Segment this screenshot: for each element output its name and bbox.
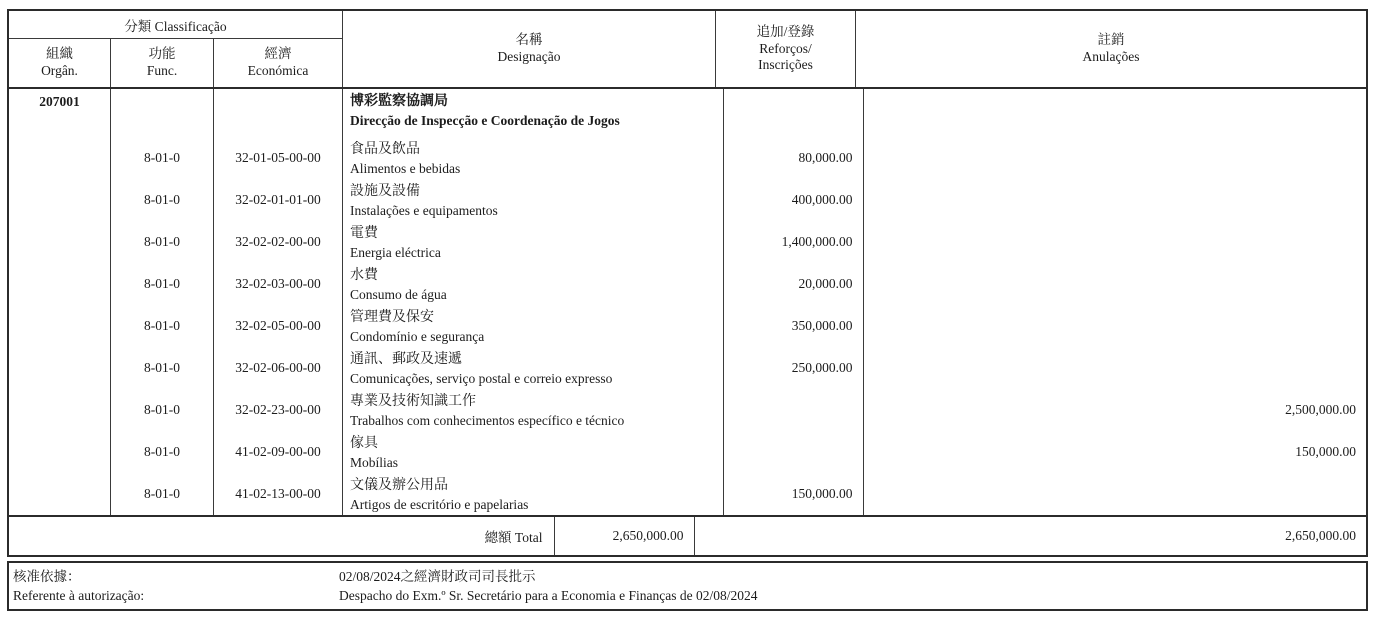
- designation-pt: Alimentos e bebidas: [350, 161, 461, 176]
- authorization-text: [339, 567, 1366, 609]
- table-row: [9, 179, 1366, 221]
- column-header-reinforcements: [716, 11, 856, 87]
- annulments-amount: [864, 347, 1367, 389]
- annulments-amount: 150,000.00: [1295, 444, 1356, 459]
- authorization-label-pt: Referente à autorização:: [13, 588, 145, 603]
- department-name: [343, 89, 724, 137]
- designation-zh: 通訊、郵政及速遞: [350, 352, 462, 367]
- table-row: [9, 137, 1366, 179]
- reinforcements-header-zh: 追加/登錄: [756, 23, 815, 39]
- functional-header-pt: Func.: [146, 63, 178, 78]
- annulments-amount: [864, 179, 1367, 221]
- total-label: 總額 Total: [9, 517, 555, 555]
- designation-cell: [343, 179, 724, 221]
- column-header-organic: [9, 39, 111, 87]
- functional-code: 8-01-0: [111, 221, 214, 263]
- economic-code: 32-02-06-00-00: [214, 347, 343, 389]
- table-row: [9, 221, 1366, 263]
- table-row: [9, 389, 1366, 431]
- economic-code: 32-02-01-01-00: [214, 179, 343, 221]
- empty-cell: [111, 89, 214, 137]
- designation-zh: 管理費及保安: [350, 310, 434, 325]
- authorization-footer: [7, 561, 1368, 611]
- designation-cell: [343, 137, 724, 179]
- column-header-annulments: [856, 11, 1366, 87]
- empty-cell: [724, 89, 864, 137]
- designation-cell: [343, 347, 724, 389]
- organic-header-zh: 組織: [46, 46, 73, 62]
- designation-cell: [343, 263, 724, 305]
- economic-header-pt: Económica: [247, 63, 309, 78]
- reinforcements-amount: [724, 389, 864, 431]
- reinforcements-amount: 150,000.00: [724, 473, 864, 515]
- designation-pt: Artigos de escritório e papelarias: [350, 497, 529, 512]
- column-header-economic: [214, 39, 342, 87]
- designation-pt: Comunicações, serviço postal e correio expresso: [350, 371, 613, 386]
- annulments-amount: [864, 263, 1367, 305]
- functional-header-zh: 功能: [148, 46, 176, 62]
- annulments-amount: [864, 221, 1367, 263]
- designation-cell: [343, 431, 724, 473]
- reinforcements-amount: 400,000.00: [724, 179, 864, 221]
- economic-code: 32-02-23-00-00: [214, 389, 343, 431]
- economic-code: 32-02-02-00-00: [214, 221, 343, 263]
- annulments-amount: [864, 305, 1367, 347]
- column-header-functional: [111, 39, 214, 87]
- functional-code: 8-01-0: [111, 473, 214, 515]
- economic-code: 32-01-05-00-00: [214, 137, 343, 179]
- functional-code: 8-01-0: [111, 305, 214, 347]
- reinforcements-amount: [724, 431, 864, 473]
- empty-cell: [864, 89, 1367, 137]
- reinforcements-amount: 250,000.00: [724, 347, 864, 389]
- economic-code: 32-02-05-00-00: [214, 305, 343, 347]
- budget-table: [7, 9, 1368, 557]
- designation-cell: [343, 389, 724, 431]
- reinforcements-header-pt2: Inscrições: [758, 57, 813, 73]
- annulments-amount: [864, 137, 1367, 179]
- table-row: [9, 263, 1366, 305]
- functional-code: 8-01-0: [111, 263, 214, 305]
- functional-code: 8-01-0: [111, 431, 214, 473]
- total-reinforcements: 2,650,000.00: [555, 517, 695, 555]
- classification-header-group: [9, 11, 343, 87]
- annulments-header-pt: Anulações: [1082, 49, 1140, 64]
- classification-subheaders: [9, 39, 342, 87]
- designation-zh: 食品及飲品: [350, 142, 420, 157]
- total-annulments: 2,650,000.00: [1285, 528, 1356, 543]
- functional-code: 8-01-0: [111, 179, 214, 221]
- department-name-zh: 博彩監察協調局: [350, 94, 448, 109]
- authorization-label: [9, 567, 339, 609]
- functional-code: 8-01-0: [111, 389, 214, 431]
- designation-pt: Trabalhos com conhecimentos específico e técnico: [350, 413, 625, 428]
- organic-header-pt: Orgân.: [41, 63, 78, 78]
- annulments-header-zh: 註銷: [1097, 32, 1125, 48]
- department-organic-code: 207001: [9, 89, 111, 137]
- empty-cell: [214, 89, 343, 137]
- economic-code: 41-02-09-00-00: [214, 431, 343, 473]
- reinforcements-amount: 350,000.00: [724, 305, 864, 347]
- authorization-text-pt: Despacho do Exm.º Sr. Secretário para a Economia e Finanças de 02/08/2024: [339, 588, 758, 603]
- reinforcements-header-pt1: Reforços/: [759, 40, 812, 56]
- designation-zh: 專業及技術知識工作: [350, 394, 476, 409]
- designation-pt: Mobílias: [350, 455, 399, 470]
- designation-zh: 設施及設備: [350, 184, 420, 199]
- economic-code: 32-02-03-00-00: [214, 263, 343, 305]
- table-row: [9, 431, 1366, 473]
- table-row: [9, 473, 1366, 515]
- authorization-label-zh: 核准依據：: [13, 569, 81, 584]
- reinforcements-amount: 1,400,000.00: [724, 221, 864, 263]
- designation-pt: Instalações e equipamentos: [350, 203, 498, 218]
- designation-header-pt: Designação: [497, 49, 561, 64]
- classification-header: 分類 Classificação: [9, 11, 342, 39]
- annulments-amount: 2,500,000.00: [1285, 402, 1356, 417]
- designation-cell: [343, 305, 724, 347]
- table-row: [9, 347, 1366, 389]
- designation-pt: Energia eléctrica: [350, 245, 441, 260]
- economic-header-zh: 經濟: [264, 46, 292, 62]
- reinforcements-amount: 80,000.00: [724, 137, 864, 179]
- annulments-amount: [864, 473, 1367, 515]
- department-name-pt: Direcção de Inspecção e Coordenação de Jogos: [350, 113, 620, 128]
- column-header-designation: [343, 11, 716, 87]
- functional-code: 8-01-0: [111, 137, 214, 179]
- economic-code: 41-02-13-00-00: [214, 473, 343, 515]
- designation-cell: [343, 221, 724, 263]
- designation-pt: Condomínio e segurança: [350, 329, 485, 344]
- authorization-text-zh: 02/08/2024之經濟財政司司長批示: [339, 569, 536, 584]
- designation-zh: 水費: [350, 268, 378, 283]
- department-row: [9, 89, 1366, 137]
- designation-zh: 電費: [350, 226, 378, 241]
- designation-zh: 傢具: [350, 436, 378, 451]
- reinforcements-amount: 20,000.00: [724, 263, 864, 305]
- designation-cell: [343, 473, 724, 515]
- table-row: [9, 305, 1366, 347]
- total-row: [9, 515, 1366, 555]
- table-header: [9, 11, 1366, 89]
- designation-header-zh: 名稱: [515, 32, 543, 48]
- functional-code: 8-01-0: [111, 347, 214, 389]
- designation-zh: 文儀及辦公用品: [350, 478, 448, 493]
- designation-pt: Consumo de água: [350, 287, 447, 302]
